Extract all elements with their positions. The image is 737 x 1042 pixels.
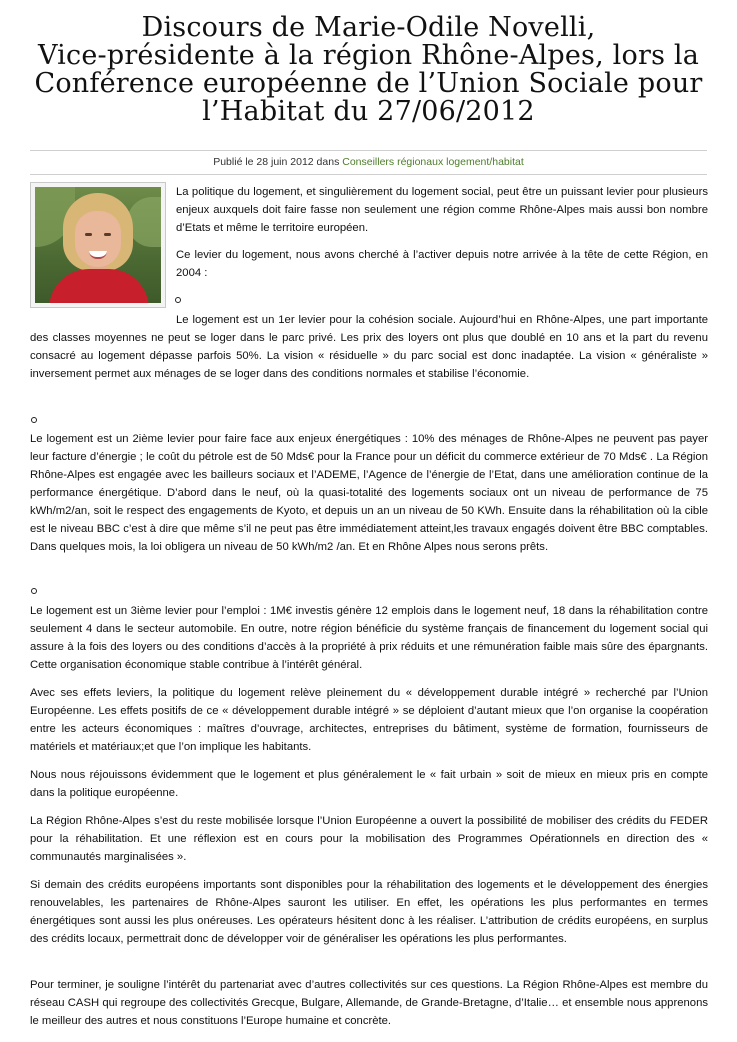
divider: [30, 150, 707, 151]
category-link[interactable]: Conseillers régionaux logement/habitat: [342, 156, 524, 168]
portrait-image: [30, 182, 166, 308]
paragraph: Le logement est un 3ième levier pour l’emploi : 1M€ investis génère 12 emplois dans le logement neuf, 18 dans la réhabilitation contre seulement 4 dans le secteur automobile. En outre, notre région bénéficie du système français de financement du logement social qui assure à la fois des loyers ou des conditions d’accès à la propriété à prix réduits et une rémunération faible mais sûre des épargnants. Cette organisation économique stable contribue à l’intérêt général.: [30, 605, 708, 671]
paragraph: Nous nous réjouissons évidemment que le logement et plus généralement le « fait urbain » soit de mieux en mieux pris en compte dans la politique européenne.: [30, 769, 708, 799]
title-line: Vice-présidente à la région Rhône-Alpes, lors la: [37, 40, 700, 71]
title-line: Discours de Marie-Odile Novelli,: [141, 12, 596, 43]
list-bullet-icon: [175, 297, 181, 303]
list-bullet-icon: [31, 588, 37, 594]
article-title: [20, 14, 717, 126]
divider: [30, 174, 707, 175]
paragraph: Si demain des crédits européens importants sont disponibles pour la réhabilitation des logements et le développement des énergies renouvelables, les partenaires de Rhône-Alpes sauront les utiliser. En effet, les opérations les plus performantes en termes énergétiques sont aussi les plus onéreuses. Les opérateurs hésitent donc à les réaliser. L’attribution de crédits européens, en surplus des crédits locaux, permettrait donc de développer voir de généraliser les opérations les plus performantes.: [30, 879, 708, 945]
portrait-photo: [35, 187, 161, 303]
paragraph: La Région Rhône-Alpes s’est du reste mobilisée lorsque l’Union Européenne a ouvert la possibilité de mobiliser des crédits du FEDER pour la réhabilitation. Et une réflexion est en cours pour la mobilisation des Programmes Opérationnels en direction des « communautés marginalisées ».: [30, 815, 708, 863]
paragraph: Pour terminer, je souligne l’intérêt du partenariat avec d’autres collectivités sur ces questions. La Région Rhône-Alpes est membre du réseau CASH qui regroupe des collectivités Grecque, Bulgare, Allemande, de Grande-Bretagne, d’Italie… et ensemble nous apprenons le meilleur des autres et nous constituons l’Europe humaine et concrète.: [30, 979, 708, 1027]
paragraph: Le logement est un 2ième levier pour faire face aux enjeux énergétiques : 10% des ménages de Rhône-Alpes ne peuvent pas payer leur facture d’énergie ; le coût du pétrole est de 50 Mds€ pour la France pour un déficit du commerce extérieur de 70 Mds€ . La Région Rhône-Alpes est engagée avec les bailleurs sociaux et l’ADEME, l’Agence de l’énergie de l’Etat, dans une amélioration continue de la performance énergétique. D’abord dans le neuf, où la quasi-totalité des logements sociaux ont un niveau de performance de 75 kWh/m2/an, soit le respect des engagements de Kyoto, et depuis un an un niveau de 50 KWh. Ensuite dans la réhabilitation où la cible est le niveau BBC c’est à dire que même s’il ne peut pas être immédiatement atteint,les travaux engagés doivent être BBC comptables. Dans quelques mois, la loi obligera un niveau de 50 kWh/m2 /an. Et en Rhône Alpes nous serons prêts.: [30, 433, 708, 553]
title-line: Conférence européenne de l’Union Sociale pour: [34, 68, 703, 99]
publish-date: Publié le 28 juin 2012 dans: [213, 156, 343, 168]
paragraph: Le logement est un 1er levier pour la cohésion sociale. Aujourd’hui en Rhône-Alpes, une part importante des classes moyennes ne peut se loger dans le parc privé. Les prix des loyers ont plus que doublé en 10 ans et la part du revenu consacré au logement dépasse parfois 50%. La vision « résiduelle » du parc social est donc inadaptée. La vision « généraliste » inversement permet aux ménages de se loger dans des conditions normales et stabilise l’économie.: [30, 314, 708, 380]
list-bullet-icon: [31, 417, 37, 423]
paragraph: La politique du logement, et singulièrement du logement social, peut être un puissant levier pour plusieurs enjeux auxquels doit faire fasse non seulement une région comme Rhône-Alpes mais aussi bon nombre d’Etats et même le territoire européen.: [176, 186, 708, 234]
paragraph: Avec ses effets leviers, la politique du logement relève pleinement du « développement durable intégré » recherché par l’Union Européenne. Les effets positifs de ce « développement durable intégré » se déploient d’autant mieux que l’on organise la coopération entre les acteurs économiques : maîtres d’ouvrage, architectes, entreprises du bâtiment, système de formation, fournisseurs de matériels et matériaux;et que l’on implique les habitants.: [30, 687, 708, 753]
post-meta: [30, 155, 707, 169]
paragraph: Ce levier du logement, nous avons cherché à l’activer depuis notre arrivée à la tête de cette Région, en 2004 :: [176, 249, 708, 279]
title-line: l’Habitat du 27/06/2012: [202, 96, 535, 127]
